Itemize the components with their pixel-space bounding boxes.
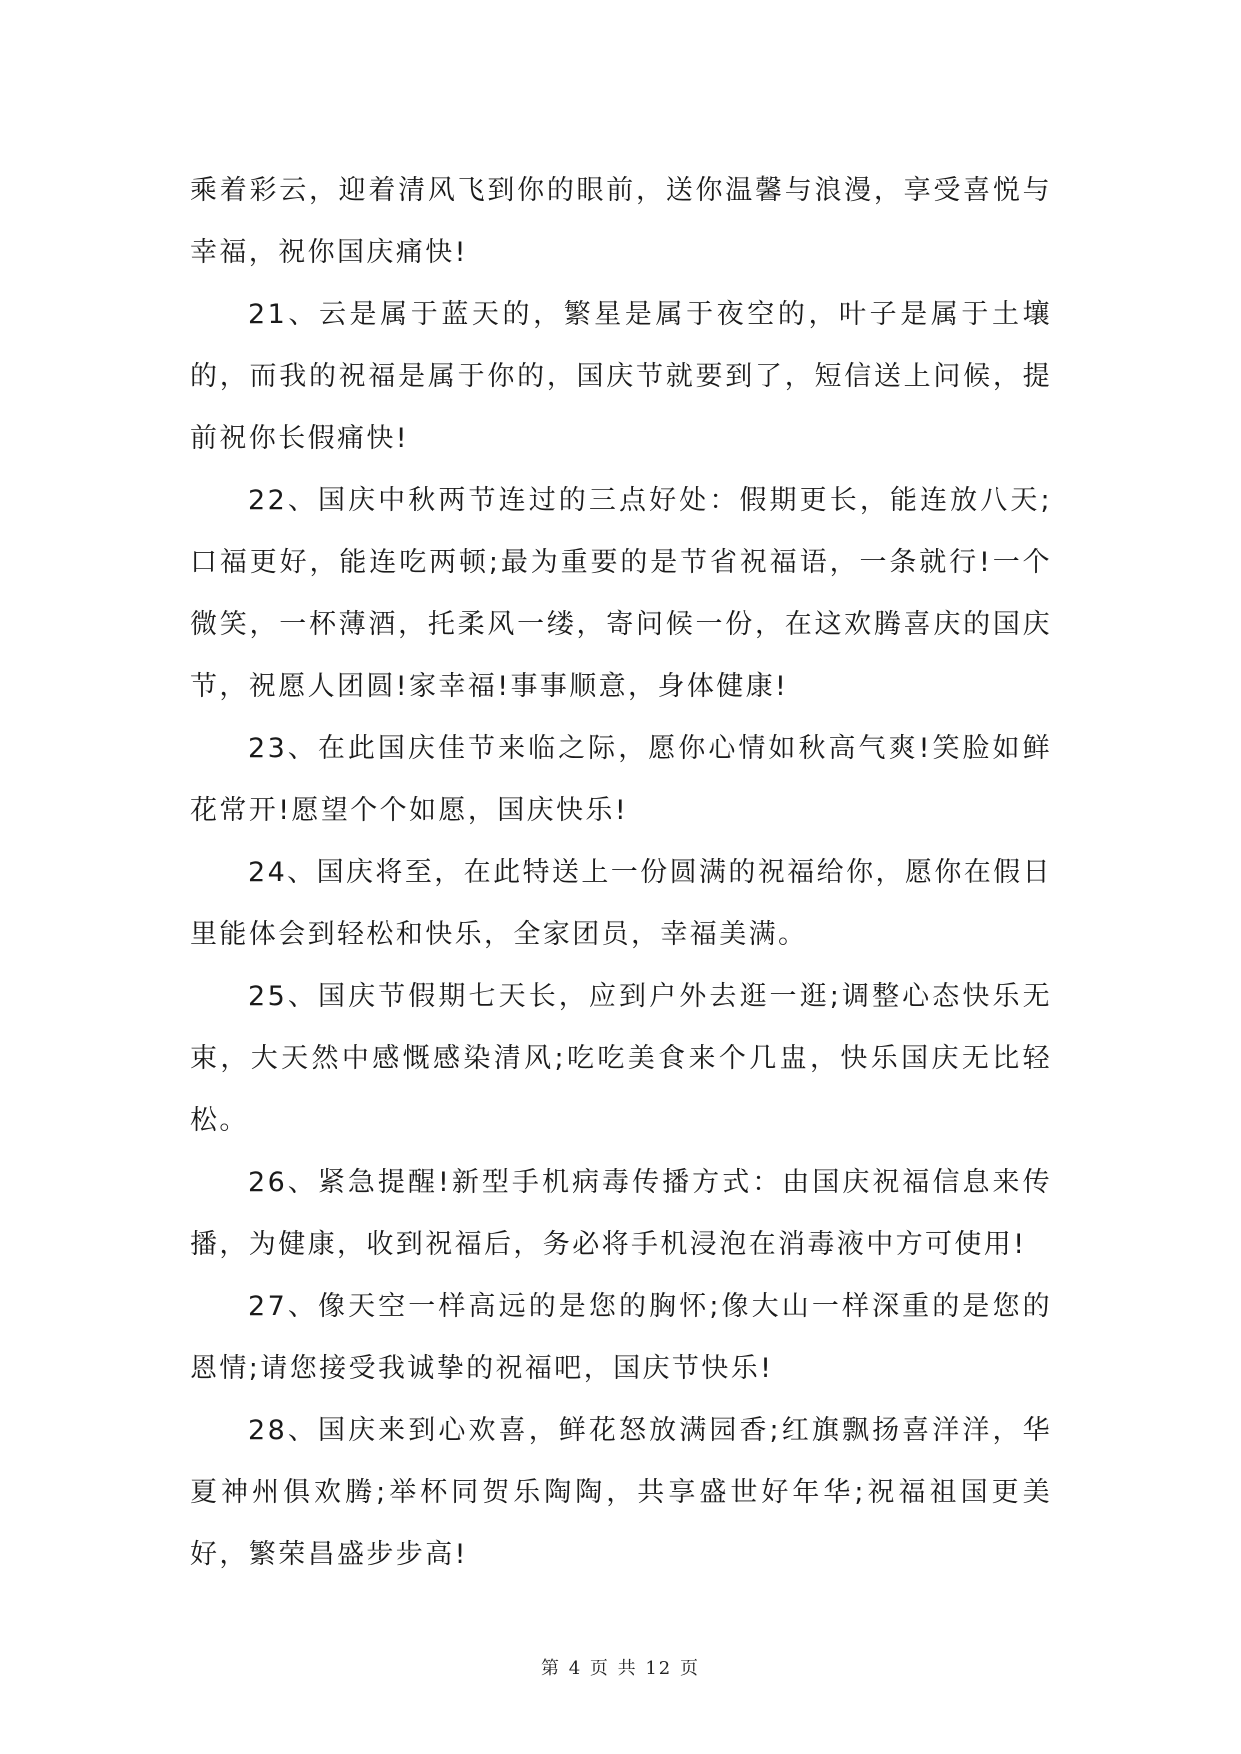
paragraph-26: 26、紧急提醒!新型手机病毒传播方式：由国庆祝福信息来传播，为健康，收到祝福后，务必将手机浸泡在消毒液中方可使用! [190, 1167, 1052, 1260]
paragraph-27: 27、像天空一样高远的是您的胸怀;像大山一样深重的是您的恩情;请您接受我诚挚的祝福吧，国庆节快乐! [190, 1291, 1052, 1384]
paragraph-24: 24、国庆将至，在此特送上一份圆满的祝福给你，愿你在假日里能体会到轻松和快乐，全家团员，幸福美满。 [190, 857, 1052, 950]
paragraph-continuation: 乘着彩云，迎着清风飞到你的眼前，送你温馨与浪漫，享受喜悦与幸福，祝你国庆痛快! [190, 175, 1052, 268]
paragraph-22: 22、国庆中秋两节连过的三点好处：假期更长，能连放八天;口福更好，能连吃两顿;最为重要的是节省祝福语，一条就行!一个微笑，一杯薄酒，托柔风一缕，寄问候一份，在这欢腾喜庆的国庆节，祝愿人团圆!家幸福!事事顺意，身体健康! [190, 485, 1052, 702]
paragraph-23: 23、在此国庆佳节来临之际，愿你心情如秋高气爽!笑脸如鲜花常开!愿望个个如愿，国庆快乐! [190, 733, 1052, 826]
paragraph-28: 28、国庆来到心欢喜，鲜花怒放满园香;红旗飘扬喜洋洋，华夏神州俱欢腾;举杯同贺乐陶陶，共享盛世好年华;祝福祖国更美好，繁荣昌盛步步高! [190, 1415, 1052, 1570]
page-number-footer: 第 4 页 共 12 页 [541, 1658, 700, 1679]
paragraph-21: 21、云是属于蓝天的，繁星是属于夜空的，叶子是属于土壤的，而我的祝福是属于你的，国庆节就要到了，短信送上问候，提前祝你长假痛快! [190, 299, 1052, 454]
document-body [190, 160, 1052, 1586]
paragraph-25: 25、国庆节假期七天长，应到户外去逛一逛;调整心态快乐无束，大天然中感慨感染清风;吃吃美食来个几盅，快乐国庆无比轻松。 [190, 981, 1052, 1136]
